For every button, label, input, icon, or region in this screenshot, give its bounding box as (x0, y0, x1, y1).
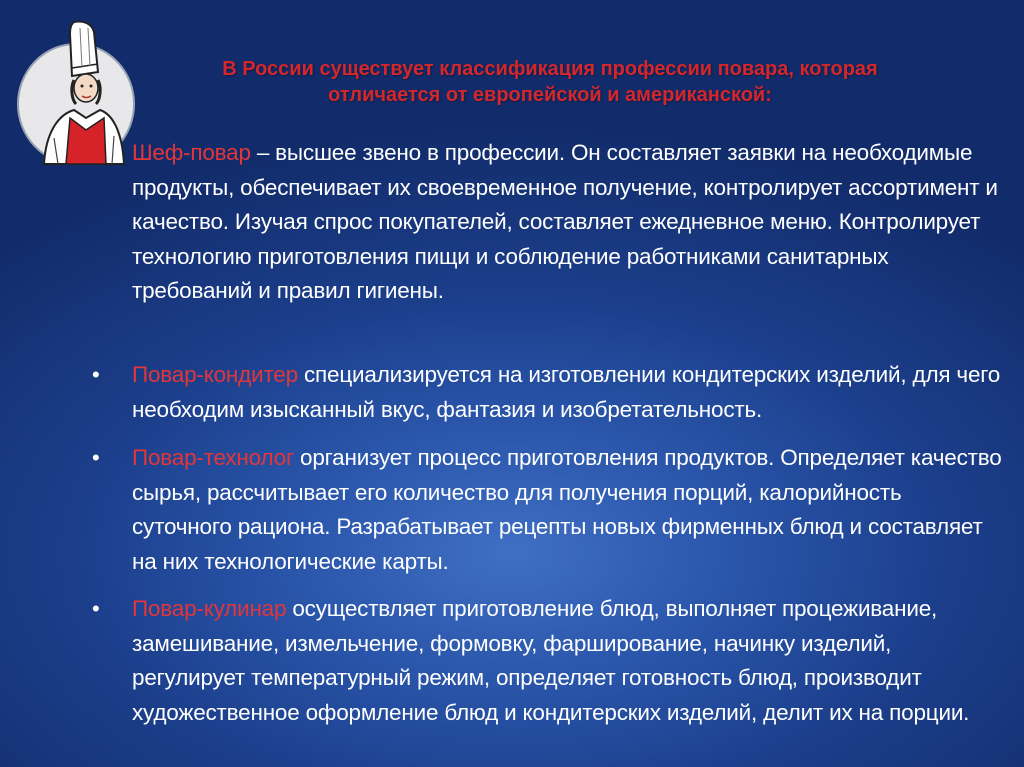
term-technologist: Повар-технолог (132, 445, 294, 470)
slide-title (140, 56, 960, 108)
paragraph-chef (132, 136, 1002, 309)
paragraph-confectioner (132, 358, 1002, 427)
text-confectioner: специализируется на изготовлении кондитерских изделий, для чего необходим изысканный вкус, фантазия и изобретательность. (132, 362, 1001, 422)
term-confectioner: Повар-кондитер (132, 362, 298, 387)
chef-illustration (14, 18, 144, 168)
paragraph-culinary (132, 592, 1002, 730)
text-technologist: организует процесс приготовления продуктов. Определяет качество сырья, рассчитывает его количество для получения порций, калорийность суточного рациона. Разрабатывает рецепты новых фирменных блюд и составляет на них технологические карты. (132, 445, 1002, 574)
term-chef: Шеф-повар (132, 140, 251, 165)
bullet-marker: • (92, 362, 100, 387)
text-culinary: осуществляет приготовление блюд, выполняет процеживание, замешивание, измельчение, формовку, фарширование, начинку изделий, регулирует температурный режим, определяет готовность блюд, производит художественное оформление блюд и кондитерских изделий, делит их на порции. (132, 596, 970, 725)
paragraph-technologist (132, 441, 1002, 579)
title-line-2: отличается от европейской и американской: (328, 84, 772, 106)
title-line-1: В России существует классификация профессии повара, которая (222, 58, 878, 80)
bullet-marker: • (92, 596, 100, 621)
text-chef: – высшее звено в профессии. Он составляет заявки на необходимые продукты, обеспечивает их своевременное получение, контролирует ассортимент и качество. Изучая спрос покупателей, составляет ежедневное меню. Контролирует технологию приготовления пищи и соблюдение работниками санитарных требований и правил гигиены. (132, 140, 998, 303)
term-culinary: Повар-кулинар (132, 596, 287, 621)
bullet-marker: • (92, 445, 100, 470)
